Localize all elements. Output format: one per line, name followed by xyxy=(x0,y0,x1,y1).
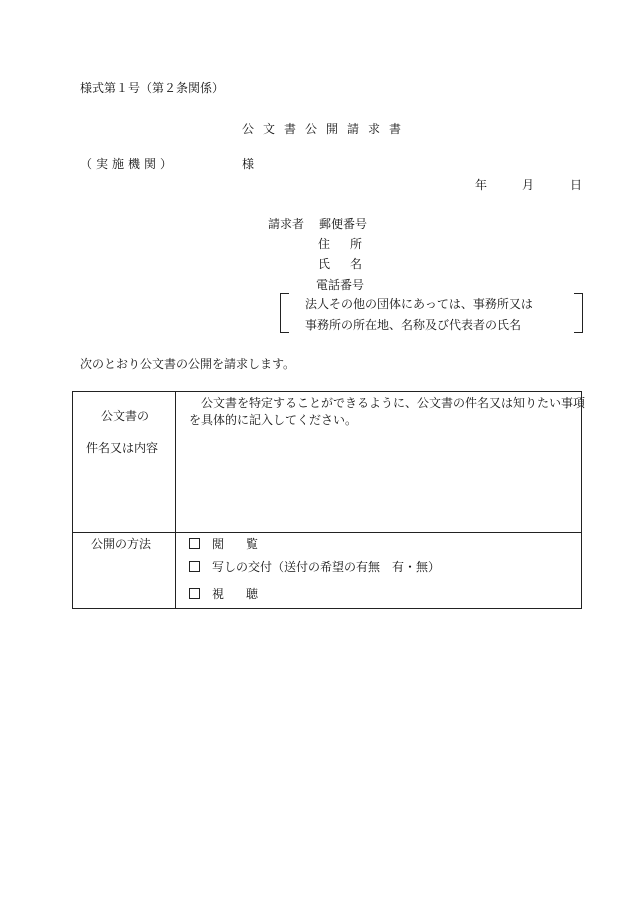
table-column-divider xyxy=(175,392,176,608)
addressee-honorific: 様 xyxy=(242,157,255,171)
checkbox-listen[interactable] xyxy=(189,588,200,599)
date-year-label: 年 xyxy=(475,178,488,192)
checkbox-view[interactable] xyxy=(189,538,200,549)
phone-label: 電話番号 xyxy=(316,278,365,292)
option-listen-label: 視聴 xyxy=(212,587,281,601)
disclosure-method-label: 公開の方法 xyxy=(91,537,152,551)
address-label: 住所 xyxy=(318,237,383,251)
option-view[interactable] xyxy=(189,537,280,551)
note-bracket-left xyxy=(280,293,289,333)
corporate-note-line1: 法人その他の団体にあっては、事務所又は xyxy=(305,297,533,311)
date-day-label: 日 xyxy=(570,178,583,192)
doc-name-instruction-line2: を具体的に記入してください。 xyxy=(189,413,358,427)
checkbox-copy[interactable] xyxy=(189,561,200,572)
addressee-org: （実施機関） xyxy=(80,157,177,171)
requester-label: 請求者 xyxy=(268,217,305,231)
date-month-label: 月 xyxy=(522,178,535,192)
table-row-divider xyxy=(73,532,581,533)
option-view-label: 閲覧 xyxy=(212,537,281,551)
doc-name-instruction-line1: 公文書を特定することができるように、公文書の件名又は知りたい事項 xyxy=(201,396,586,410)
form-number: 様式第１号（第２条関係） xyxy=(80,81,225,95)
option-copy-label: 写しの交付（送付の希望の有無 有・無） xyxy=(212,560,441,574)
doc-name-label-line1: 公文書の xyxy=(101,409,150,423)
postal-code-label: 郵便番号 xyxy=(319,217,368,231)
page-title: 公文書公開請求書 xyxy=(242,122,411,136)
request-table xyxy=(72,391,586,609)
doc-name-label-line2: 件名又は内容 xyxy=(86,441,159,455)
corporate-note-line2: 事務所の所在地、名称及び代表者の氏名 xyxy=(305,318,522,332)
intro-text: 次のとおり公文書の公開を請求します。 xyxy=(80,357,296,371)
option-listen[interactable] xyxy=(189,587,280,601)
name-label: 氏名 xyxy=(318,257,383,271)
note-bracket-right xyxy=(574,293,583,333)
option-copy[interactable] xyxy=(189,560,440,574)
